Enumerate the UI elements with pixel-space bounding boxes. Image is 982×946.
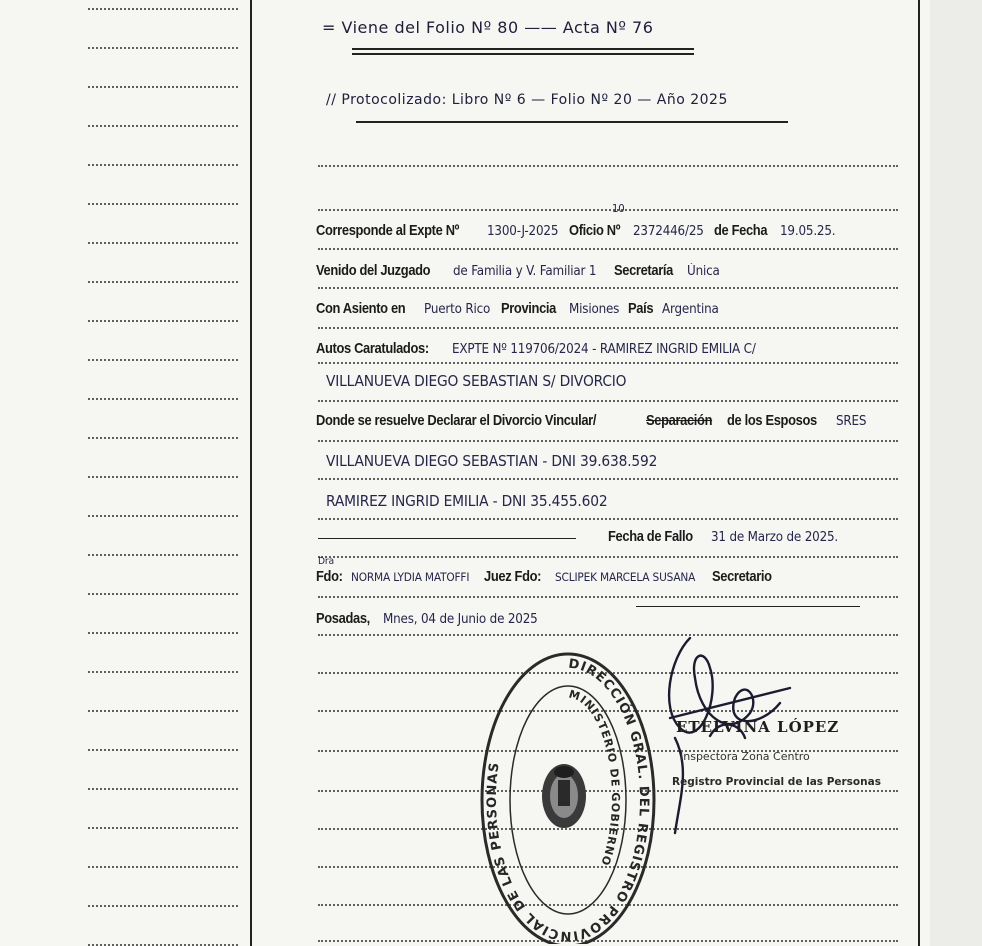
header-line-2: // Protocolizado: Libro Nº 6 — Folio Nº 20 — Año 2025 — [326, 92, 728, 108]
esposo-1-value: VILLANUEVA DIEGO SEBASTIAN - DNI 39.638.592 — [326, 452, 658, 470]
resuelve-tail: de los Esposos — [727, 412, 818, 429]
ruled-line — [88, 710, 238, 712]
row-autos — [316, 340, 782, 358]
autos-value-1: EXPTE Nº 119706/2024 - RAMIREZ INGRID EMILIA C/ — [451, 342, 756, 357]
posadas-overline — [636, 606, 860, 607]
resuelve-value: SRES — [836, 414, 867, 429]
ruled-line — [88, 203, 238, 205]
ruled-line — [88, 749, 238, 751]
ruled-line — [88, 125, 238, 127]
secretaria-value: Única — [686, 264, 720, 279]
resuelve-label: Donde se resuelve Declarar el Divorcio Vincular/ — [316, 412, 597, 429]
signatory-name: ETELVINA LÓPEZ — [676, 718, 840, 736]
secretario-label: Secretario — [712, 568, 772, 585]
ruled-line — [88, 86, 238, 88]
row-esposo-2 — [326, 492, 632, 511]
ruled-line — [88, 47, 238, 49]
oficio-value: 2372446/25 — [632, 224, 704, 239]
ruled-line — [88, 437, 238, 439]
esposo-2-value: RAMIREZ INGRID EMILIA - DNI 35.455.602 — [326, 492, 608, 510]
ruled-line — [318, 209, 898, 211]
official-seal — [478, 648, 658, 944]
row-juzgado — [316, 262, 722, 280]
ruled-line — [318, 400, 898, 402]
pais-label: País — [628, 300, 654, 317]
ruled-line — [88, 320, 238, 322]
expte-label: Corresponde al Expte Nº — [316, 222, 460, 239]
seal-outer-text: DIRECCIÓN GRAL. DEL REGISTRO PROVINCIAL DE LAS PERSONAS — [484, 656, 652, 944]
ruled-line — [88, 242, 238, 244]
row-resuelve — [316, 412, 869, 430]
signatory-org: Registro Provincial de las Personas — [672, 776, 881, 788]
juez-value: NORMA LYDIA MATOFFI — [351, 570, 470, 584]
provincia-label: Provincia — [500, 300, 556, 317]
asiento-label: Con Asiento en — [316, 300, 406, 317]
ruled-line — [88, 359, 238, 361]
autos-label: Autos Caratulados: — [316, 340, 429, 357]
header-underline-1 — [352, 48, 694, 50]
asiento-value: Puerto Rico — [424, 302, 491, 317]
posadas-value: Mnes, 04 de Junio de 2025 — [383, 612, 538, 627]
header-underline-2 — [356, 121, 788, 123]
provincia-value: Misiones — [569, 302, 620, 317]
secretario-value: SCLIPEK MARCELA SUSANA — [555, 570, 696, 584]
header-line-1: = Viene del Folio Nº 80 —— Acta Nº 76 — [322, 18, 654, 37]
ruled-line — [88, 866, 238, 868]
ruled-line — [88, 8, 238, 10]
ruled-line — [88, 827, 238, 829]
signatory-role: Inspectora Zona Centro — [680, 750, 810, 763]
fdo-label: Fdo: — [316, 568, 343, 585]
ruled-line — [318, 362, 898, 364]
juez-label: Juez Fdo: — [484, 568, 542, 585]
fallo-label: Fecha de Fallo — [608, 528, 693, 545]
ruled-line — [318, 518, 898, 520]
row-asiento — [316, 300, 723, 318]
ruled-line — [318, 556, 898, 558]
ruled-line — [88, 554, 238, 556]
ruled-line — [88, 632, 238, 634]
ruled-line — [318, 287, 898, 289]
row-autos-cont — [326, 372, 652, 391]
row-firmantes — [316, 568, 781, 586]
ruled-line — [88, 476, 238, 478]
fecha-value: 19.05.25. — [780, 224, 836, 239]
expte-value: 1300-J-2025 — [486, 224, 559, 239]
autos-value-2: VILLANUEVA DIEGO SEBASTIAN S/ DIVORCIO — [326, 372, 627, 390]
ruled-line — [318, 248, 898, 250]
fallo-underline — [318, 538, 576, 539]
ruled-line — [88, 593, 238, 595]
left-margin-rule — [250, 0, 252, 946]
ruled-line — [88, 671, 238, 673]
row-esposo-1 — [326, 452, 686, 471]
page-edge — [930, 0, 982, 946]
ruled-line — [318, 165, 898, 167]
ruled-line — [88, 788, 238, 790]
pais-value: Argentina — [661, 302, 719, 317]
fecha-label: de Fecha — [713, 222, 767, 239]
row-fallo — [608, 528, 849, 546]
right-margin-rule — [918, 0, 920, 946]
ruled-line — [88, 164, 238, 166]
ruled-line — [318, 634, 898, 636]
juzgado-label: Venido del Juzgado — [316, 262, 431, 279]
ruled-line — [88, 398, 238, 400]
ruled-line — [318, 440, 898, 442]
ruled-line — [318, 596, 898, 598]
ruled-line — [88, 281, 238, 283]
oficio-superscript: 10 — [612, 202, 625, 215]
ruled-line — [318, 327, 898, 329]
ruled-line — [318, 478, 898, 480]
oficio-label: Oficio Nº — [568, 222, 620, 239]
secretaria-label: Secretaría — [613, 262, 673, 279]
ruled-line — [88, 515, 238, 517]
row-expediente — [316, 222, 840, 240]
fallo-value: 31 de Marzo de 2025. — [711, 530, 839, 545]
row-posadas — [316, 610, 551, 628]
juzgado-value: de Familia y V. Familiar 1 — [453, 264, 597, 279]
seal-inner-text: MINISTERIO DE GOBIERNO — [567, 687, 622, 868]
resuelve-struck: Separación — [646, 412, 713, 429]
header-underline-1b — [352, 53, 694, 55]
seal-emblem-icon — [542, 764, 586, 828]
ruled-line — [88, 905, 238, 907]
fdo-prefix: Dra — [318, 556, 334, 567]
posadas-label: Posadas, — [316, 610, 370, 627]
